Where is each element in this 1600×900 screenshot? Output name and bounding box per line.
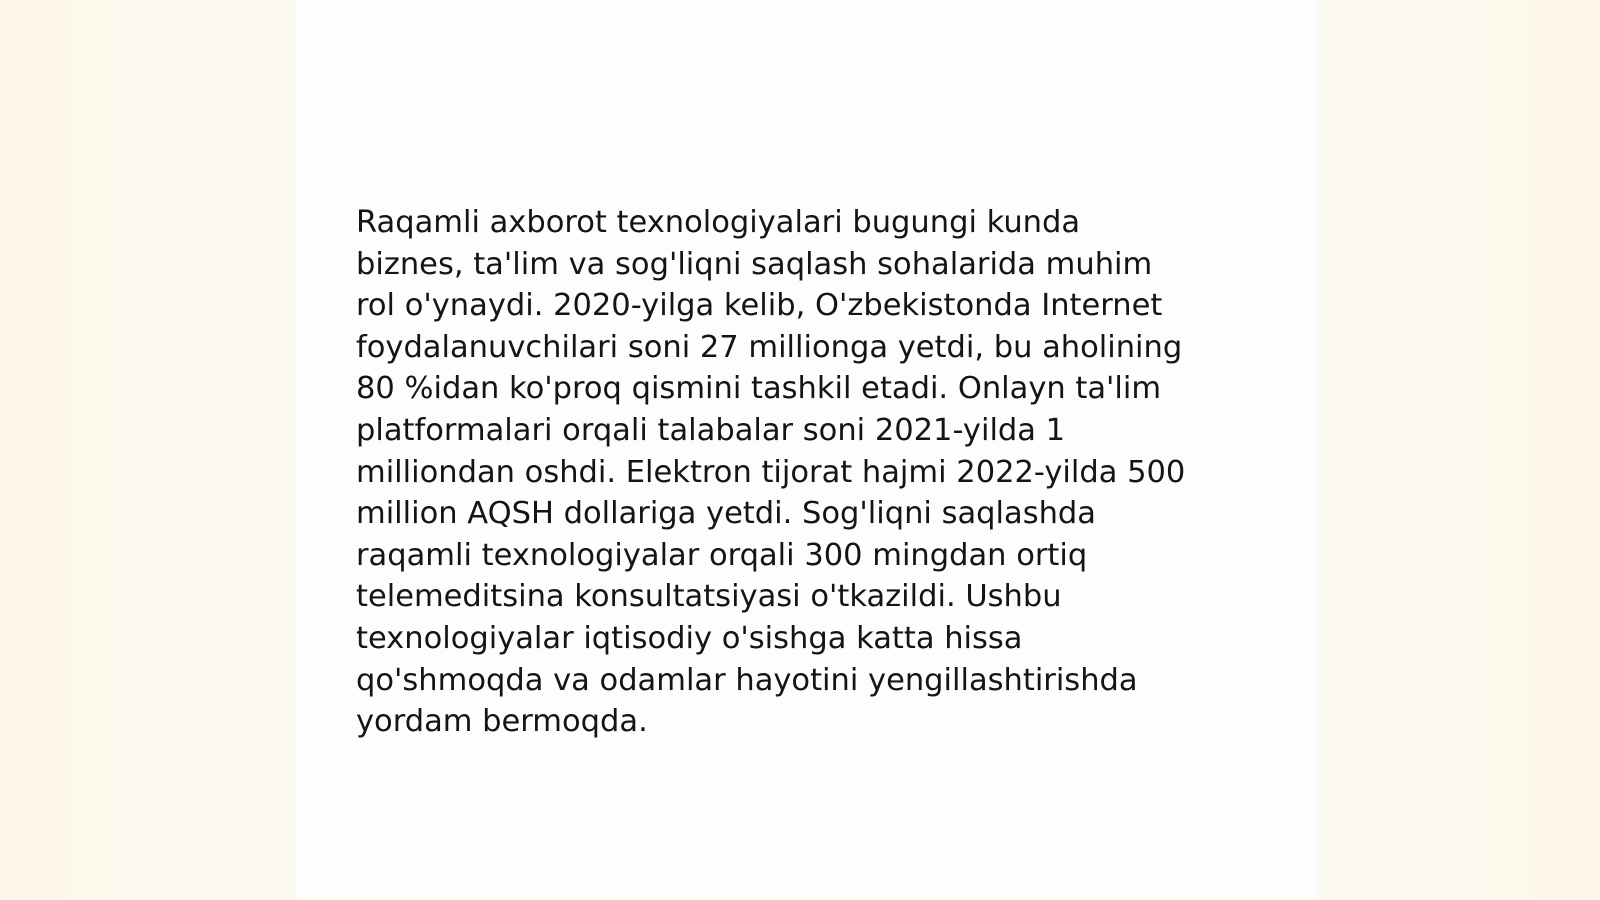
paragraph-line: biznes, ta'lim va sog'liqni saqlash sohalarida muhim [356,246,1153,282]
paragraph-line: qo'shmoqda va odamlar hayotini yengillashtirishda [356,662,1138,698]
paragraph-line: milliondan oshdi. Elektron tijorat hajmi 2022-yilda 500 [356,454,1186,490]
paragraph-line: raqamli texnologiyalar orqali 300 mingdan ortiq [356,537,1088,573]
paragraph-line: yordam bermoqda. [356,704,648,740]
paragraph-line: 80 %idan ko'proq qismini tashkil etadi. Onlayn ta'lim [356,371,1162,407]
paragraph-line: rol o'ynaydi. 2020-yilga kelib, O'zbekistonda Internet [356,288,1163,324]
paragraph-line: texnologiyalar iqtisodiy o'sishga katta hissa [356,620,1023,656]
document-page [296,0,1318,900]
paragraph-line: telemeditsina konsultatsiyasi o'tkazildi. Ushbu [356,579,1062,615]
paragraph-line: million AQSH dollariga yetdi. Sog'liqni saqlashda [356,496,1096,532]
paragraph-line: Raqamli axborot texnologiyalari bugungi kunda [356,205,1081,240]
paragraph-line: platformalari orqali talabalar soni 2021-yilda 1 [356,412,1066,448]
paragraph-line: foydalanuvchilari soni 27 millionga yetdi, bu aholining [356,329,1183,365]
body-paragraph [356,202,1256,743]
